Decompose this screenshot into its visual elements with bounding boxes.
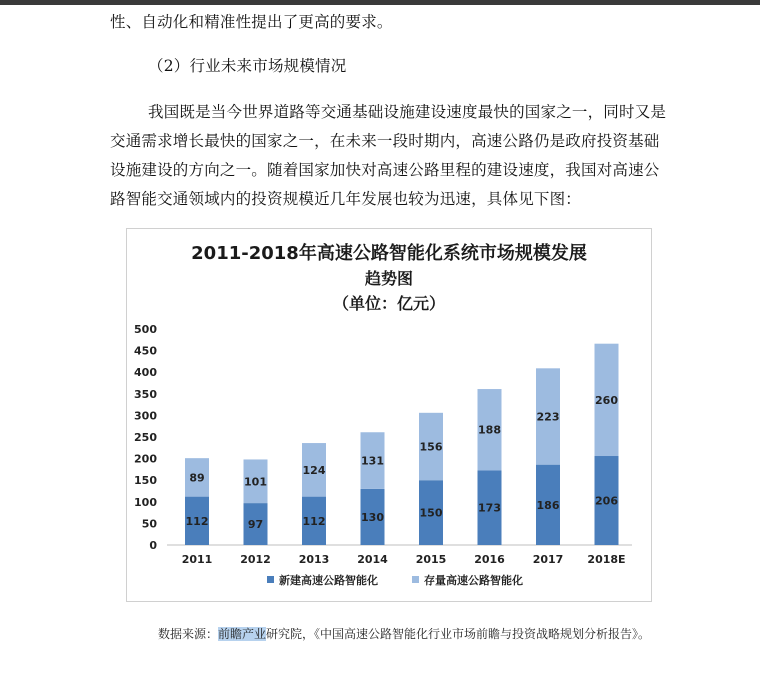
chart-title-line: 趋势图 (364, 269, 414, 288)
data-label: 124 (302, 463, 326, 477)
data-label: 206 (595, 494, 618, 508)
x-tick-label: 2015 (415, 553, 447, 566)
bar-chart (127, 229, 651, 601)
section-heading: （2）行业未来市场规模情况 (148, 57, 347, 75)
y-tick-label: 500 (134, 323, 157, 336)
y-tick-label: 450 (134, 344, 157, 358)
chart-title-line: （单位：亿元） (332, 294, 446, 313)
data-label: 173 (478, 501, 501, 515)
data-label: 223 (536, 410, 560, 424)
y-tick-label: 100 (134, 495, 157, 509)
data-label: 188 (478, 423, 501, 437)
legend-label: 存量高速公路智能化 (424, 574, 523, 587)
source-prefix: 数据来源： (158, 627, 219, 641)
y-tick-label: 0 (149, 539, 157, 552)
viewer-top-bar (0, 0, 760, 5)
y-tick-label: 200 (134, 452, 157, 466)
y-tick-label: 300 (134, 409, 157, 423)
legend-swatch (412, 576, 419, 583)
x-tick-label: 2016 (474, 553, 505, 566)
chart-title-line: 2011-2018年高速公路智能化系统市场规模发展 (191, 243, 587, 264)
y-tick-label: 250 (134, 431, 157, 444)
body-paragraph: 我国既是当今世界道路等交通基础设施建设速度最快的国家之一，同时又是交通需求增长最快的国家之一，在未来一段时期内，高速公路仍是政府投资基础设施建设的方向之一。随着国家加快对高速公路里程的建设速度，我国对高速公路智能交通领域内的投资规模近几年发展也较为迅速，具体见下图： (110, 103, 667, 208)
x-tick-label: 2017 (532, 553, 564, 566)
source-rest: 研究院，《中国高速公路智能化行业市场前瞻与投资战略规划分析报告》。 (266, 627, 651, 641)
x-tick-label: 2013 (298, 553, 330, 566)
data-label: 112 (185, 514, 209, 528)
y-tick-label: 150 (134, 474, 157, 488)
chart-container (126, 228, 652, 602)
x-tick-label: 2018E (587, 553, 626, 566)
text-line: 性、自动化和精准性提出了更高的要求。 (110, 13, 393, 31)
legend-swatch (267, 576, 274, 583)
data-label: 260 (595, 393, 618, 407)
data-label: 186 (536, 498, 560, 512)
data-label: 156 (419, 440, 443, 454)
y-tick-label: 50 (141, 517, 157, 531)
data-label: 101 (244, 475, 267, 489)
x-tick-label: 2011 (181, 553, 213, 566)
data-label: 112 (302, 514, 326, 528)
x-tick-label: 2012 (240, 553, 271, 566)
data-label: 130 (361, 510, 384, 524)
data-label: 131 (361, 454, 384, 468)
x-tick-label: 2014 (357, 553, 388, 566)
data-label: 97 (247, 518, 264, 532)
source-note (158, 625, 650, 642)
source-highlight[interactable]: 前瞻产业 (218, 627, 267, 641)
y-tick-label: 400 (134, 366, 157, 380)
y-tick-label: 350 (134, 387, 157, 401)
data-label: 150 (419, 506, 443, 520)
legend-label: 新建高速公路智能化 (279, 574, 378, 587)
data-label: 89 (189, 471, 205, 485)
